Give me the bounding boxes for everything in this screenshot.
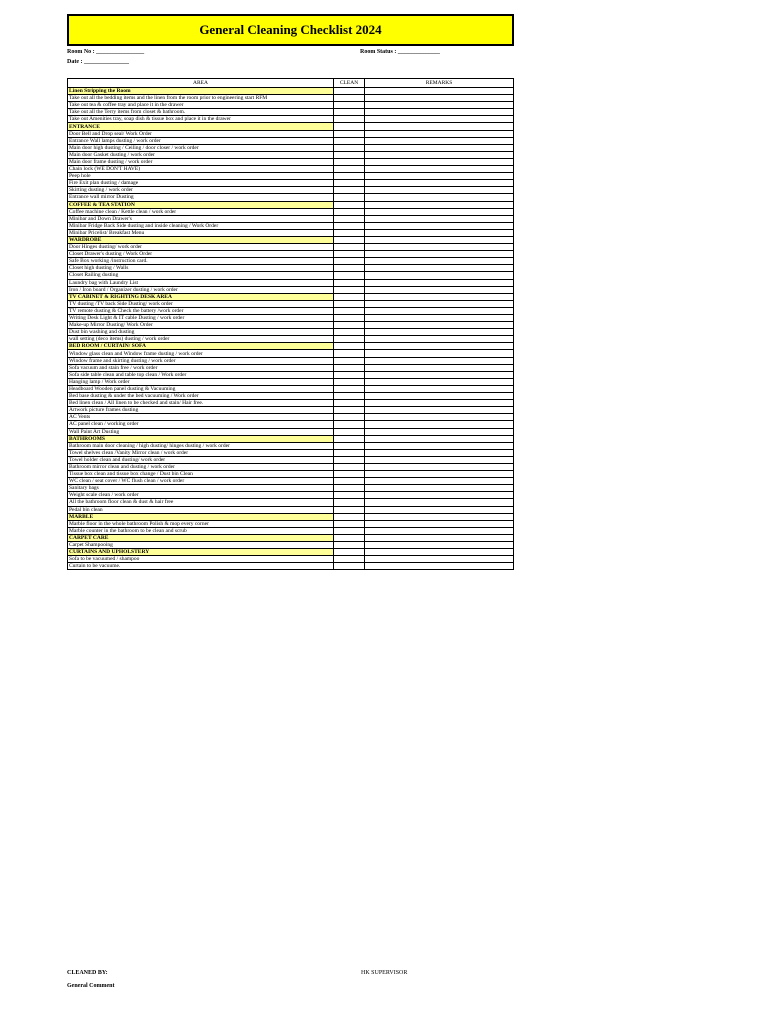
remarks-cell[interactable]	[365, 173, 514, 180]
section-title: CURTAINS AND UPHOLSTERY	[68, 549, 334, 556]
clean-checkbox-cell[interactable]	[334, 407, 365, 414]
remarks-cell[interactable]	[365, 393, 514, 400]
checklist-item-row	[68, 520, 514, 527]
item-label: All the bathroom floor clean & dust & hair free	[68, 499, 334, 506]
clean-checkbox-cell[interactable]	[334, 414, 365, 421]
clean-checkbox-cell[interactable]	[334, 208, 365, 215]
checklist-item-row	[68, 463, 514, 470]
item-label: Sofa vacuum and stain free / work order	[68, 364, 334, 371]
checklist-item-row	[68, 563, 514, 570]
item-label: Iron / Iron board / Organizer dusting / work order	[68, 286, 334, 293]
remarks-cell[interactable]	[365, 123, 514, 130]
remarks-cell[interactable]	[365, 520, 514, 527]
remarks-cell[interactable]	[365, 492, 514, 499]
section-row	[68, 343, 514, 350]
clean-checkbox-cell[interactable]	[334, 485, 365, 492]
item-label: Marble floor in the whole bathroom Polish & mop every corner	[68, 520, 334, 527]
checklist-item-row	[68, 265, 514, 272]
clean-checkbox-cell[interactable]	[334, 173, 365, 180]
item-label: Peep hole	[68, 173, 334, 180]
section-title: BATHROOMS	[68, 435, 334, 442]
remarks-cell[interactable]	[365, 307, 514, 314]
item-label: Sanitary bags	[68, 485, 334, 492]
remarks-cell[interactable]	[365, 378, 514, 385]
clean-checkbox-cell[interactable]	[334, 244, 365, 251]
checklist-item-row	[68, 258, 514, 265]
remarks-cell[interactable]	[365, 343, 514, 350]
item-label: TV remote dusting & Check the battery /work order	[68, 307, 334, 314]
clean-checkbox-cell[interactable]	[334, 315, 365, 322]
remarks-cell[interactable]	[365, 513, 514, 520]
item-label: Writing Desk Light & IT cable Dusting / work order	[68, 315, 334, 322]
checklist-item-row	[68, 130, 514, 137]
remarks-cell[interactable]	[365, 151, 514, 158]
checklist-item-row	[68, 158, 514, 165]
section-title: COFFEE & TEA STATION	[68, 201, 334, 208]
remarks-cell[interactable]	[365, 258, 514, 265]
checklist-item-row	[68, 251, 514, 258]
clean-checkbox-cell[interactable]	[334, 506, 365, 513]
checklist-item-row	[68, 364, 514, 371]
clean-cell[interactable]	[334, 236, 365, 243]
item-label: Skirting dusting / work order	[68, 187, 334, 194]
checklist-item-row	[68, 315, 514, 322]
clean-checkbox-cell[interactable]	[334, 222, 365, 229]
item-label: Towel shelves clean /Vanity Mirror clean / work order	[68, 449, 334, 456]
checklist-item-row	[68, 400, 514, 407]
column-header-area: AREA	[68, 79, 334, 88]
remarks-cell[interactable]	[365, 407, 514, 414]
cleaned-by-label: CLEANED BY:	[67, 970, 108, 976]
item-label: wall setting (deco items) dusting / work order	[68, 336, 334, 343]
remarks-cell[interactable]	[365, 527, 514, 534]
clean-checkbox-cell[interactable]	[334, 357, 365, 364]
clean-checkbox-cell[interactable]	[334, 265, 365, 272]
room-status-row	[360, 49, 440, 55]
item-label: Door Hinges dusting/ work order	[68, 244, 334, 251]
item-label: Chain lock (WE DON'T HAVE)	[68, 166, 334, 173]
column-header-remarks: REMARKS	[365, 79, 514, 88]
clean-checkbox-cell[interactable]	[334, 258, 365, 265]
clean-checkbox-cell[interactable]	[334, 109, 365, 116]
item-label: Carpet Shampooing	[68, 542, 334, 549]
item-label: Towel holder clean and dusting/ work order	[68, 456, 334, 463]
checklist-item-row	[68, 208, 514, 215]
item-label: Minibar Pricelist/ Breakfast Menu	[68, 229, 334, 236]
item-label: Window frame and skirting dusting / work order	[68, 357, 334, 364]
item-label: Artwork picture frames dusting	[68, 407, 334, 414]
section-row	[68, 123, 514, 130]
clean-checkbox-cell[interactable]	[334, 137, 365, 144]
section-row	[68, 549, 514, 556]
remarks-cell[interactable]	[365, 442, 514, 449]
clean-checkbox-cell[interactable]	[334, 180, 365, 187]
item-label: Bathroom mirror clean and dusting / work order	[68, 463, 334, 470]
clean-checkbox-cell[interactable]	[334, 527, 365, 534]
clean-cell[interactable]	[334, 201, 365, 208]
clean-checkbox-cell[interactable]	[334, 400, 365, 407]
checklist-item-row	[68, 449, 514, 456]
clean-checkbox-cell[interactable]	[334, 194, 365, 201]
checklist-item-row	[68, 421, 514, 428]
clean-checkbox-cell[interactable]	[334, 350, 365, 357]
section-row	[68, 293, 514, 300]
section-row	[68, 201, 514, 208]
room-no-row	[67, 49, 144, 55]
clean-checkbox-cell[interactable]	[334, 251, 365, 258]
remarks-cell[interactable]	[365, 371, 514, 378]
clean-checkbox-cell[interactable]	[334, 463, 365, 470]
clean-checkbox-cell[interactable]	[334, 158, 365, 165]
remarks-cell[interactable]	[365, 542, 514, 549]
clean-checkbox-cell[interactable]	[334, 300, 365, 307]
remarks-cell[interactable]	[365, 478, 514, 485]
clean-checkbox-cell[interactable]	[334, 520, 365, 527]
clean-cell[interactable]	[334, 549, 365, 556]
clean-checkbox-cell[interactable]	[334, 478, 365, 485]
remarks-cell[interactable]	[365, 102, 514, 109]
remarks-cell[interactable]	[365, 385, 514, 392]
clean-checkbox-cell[interactable]	[334, 456, 365, 463]
clean-checkbox-cell[interactable]	[334, 428, 365, 435]
remarks-cell[interactable]	[365, 244, 514, 251]
item-label: Minibar and Down Drawer's	[68, 215, 334, 222]
checklist-item-row	[68, 116, 514, 123]
remarks-cell[interactable]	[365, 364, 514, 371]
section-title: TV CABINET & RIGHTING DESK AREA	[68, 293, 334, 300]
remarks-cell[interactable]	[365, 300, 514, 307]
room-no-field[interactable]: ________________	[96, 49, 145, 55]
remarks-cell[interactable]	[365, 293, 514, 300]
clean-cell[interactable]	[334, 435, 365, 442]
remarks-cell[interactable]	[365, 549, 514, 556]
item-label: WC clean / seat cover / WC flush clean / work order	[68, 478, 334, 485]
item-label: Fire Exit plan dusting / damage	[68, 180, 334, 187]
remarks-cell[interactable]	[365, 322, 514, 329]
checklist-item-row	[68, 222, 514, 229]
clean-checkbox-cell[interactable]	[334, 166, 365, 173]
checklist-item-row	[68, 499, 514, 506]
date-row	[67, 59, 129, 65]
checklist-item-row	[68, 102, 514, 109]
clean-checkbox-cell[interactable]	[334, 556, 365, 563]
checklist-item-row	[68, 442, 514, 449]
item-label: TV dusting /TV back Side Dusting/ work order	[68, 300, 334, 307]
checklist-item-row	[68, 350, 514, 357]
checklist-item-row	[68, 556, 514, 563]
clean-checkbox-cell[interactable]	[334, 385, 365, 392]
item-label: Closet high dusting / Walls	[68, 265, 334, 272]
checklist-item-row	[68, 329, 514, 336]
clean-checkbox-cell[interactable]	[334, 371, 365, 378]
item-label: Coffee machine clean / Kettle clean / work order	[68, 208, 334, 215]
remarks-cell[interactable]	[365, 236, 514, 243]
remarks-cell[interactable]	[365, 222, 514, 229]
remarks-cell[interactable]	[365, 166, 514, 173]
remarks-cell[interactable]	[365, 329, 514, 336]
checklist-item-row	[68, 407, 514, 414]
item-label: Main door Gasket dusting / work order	[68, 151, 334, 158]
item-label: Main door high dusting / Ceiling / door closer / work order	[68, 144, 334, 151]
clean-checkbox-cell[interactable]	[334, 95, 365, 102]
checklist-item-row	[68, 109, 514, 116]
clean-checkbox-cell[interactable]	[334, 322, 365, 329]
checklist-item-row	[68, 229, 514, 236]
checklist-item-row	[68, 378, 514, 385]
remarks-cell[interactable]	[365, 215, 514, 222]
remarks-cell[interactable]	[365, 400, 514, 407]
checklist-item-row	[68, 322, 514, 329]
remarks-cell[interactable]	[365, 95, 514, 102]
remarks-cell[interactable]	[365, 471, 514, 478]
item-label: Take out all the bedding items and the linen from the room prior to engineering start RFM	[68, 95, 334, 102]
checklist-item-row	[68, 506, 514, 513]
remarks-cell[interactable]	[365, 350, 514, 357]
checklist-item-row	[68, 336, 514, 343]
item-label: AC panel clean / working order	[68, 421, 334, 428]
remarks-cell[interactable]	[365, 109, 514, 116]
section-row	[68, 88, 514, 95]
item-label: Door Bell and Drop seal/ Work Order	[68, 130, 334, 137]
clean-checkbox-cell[interactable]	[334, 442, 365, 449]
remarks-cell[interactable]	[365, 499, 514, 506]
remarks-cell[interactable]	[365, 88, 514, 95]
item-label: Closet Railing dusting	[68, 272, 334, 279]
checklist-item-row	[68, 385, 514, 392]
item-label: AC Vents	[68, 414, 334, 421]
item-label: Curtain to be vacuume.	[68, 563, 334, 570]
item-label: Main door frame dusting / work order	[68, 158, 334, 165]
clean-checkbox-cell[interactable]	[334, 542, 365, 549]
remarks-cell[interactable]	[365, 414, 514, 421]
checklist-item-row	[68, 307, 514, 314]
clean-checkbox-cell[interactable]	[334, 393, 365, 400]
checklist-item-row	[68, 428, 514, 435]
item-label: Bathroom main door cleaning / high dusting/ hinges dusting / work order	[68, 442, 334, 449]
clean-checkbox-cell[interactable]	[334, 215, 365, 222]
date-label: Date :	[67, 59, 83, 65]
checklist-item-row	[68, 215, 514, 222]
item-label: Hanging lamp / Work order	[68, 378, 334, 385]
section-row	[68, 236, 514, 243]
remarks-cell[interactable]	[365, 251, 514, 258]
item-label: Minibar Fridge Back Side dusting and inside cleaning / Work Order	[68, 222, 334, 229]
item-label: Take out Amenities tray, soap dish & tissue box and place it in the drawer	[68, 116, 334, 123]
clean-checkbox-cell[interactable]	[334, 144, 365, 151]
checklist-item-row	[68, 194, 514, 201]
clean-checkbox-cell[interactable]	[334, 364, 365, 371]
checklist-item-row	[68, 272, 514, 279]
remarks-cell[interactable]	[365, 315, 514, 322]
item-label: Take out tea & coffee tray and place it in the drawer	[68, 102, 334, 109]
remarks-cell[interactable]	[365, 158, 514, 165]
checklist-body	[68, 88, 514, 570]
remarks-cell[interactable]	[365, 449, 514, 456]
clean-checkbox-cell[interactable]	[334, 279, 365, 286]
remarks-cell[interactable]	[365, 563, 514, 570]
checklist-item-row	[68, 187, 514, 194]
remarks-cell[interactable]	[365, 421, 514, 428]
remarks-cell[interactable]	[365, 229, 514, 236]
checklist-item-row	[68, 300, 514, 307]
clean-cell[interactable]	[334, 293, 365, 300]
remarks-cell[interactable]	[365, 336, 514, 343]
checklist-item-row	[68, 180, 514, 187]
remarks-cell[interactable]	[365, 428, 514, 435]
checklist-item-row	[68, 393, 514, 400]
item-label: Sofa to be vacuumed / shampoo	[68, 556, 334, 563]
general-comment-label: General Comment	[67, 983, 115, 989]
remarks-cell[interactable]	[365, 201, 514, 208]
item-label: Marble counter in the bathroom to be clean and scrub	[68, 527, 334, 534]
remarks-cell[interactable]	[365, 463, 514, 470]
clean-checkbox-cell[interactable]	[334, 563, 365, 570]
clean-cell[interactable]	[334, 123, 365, 130]
checklist-item-row	[68, 244, 514, 251]
clean-checkbox-cell[interactable]	[334, 272, 365, 279]
section-row	[68, 435, 514, 442]
section-title: CARPET CARE	[68, 534, 334, 541]
remarks-cell[interactable]	[365, 130, 514, 137]
hk-supervisor-label: HK SUPERVISOR	[361, 970, 408, 976]
room-no-label: Room No :	[67, 49, 95, 55]
clean-checkbox-cell[interactable]	[334, 151, 365, 158]
section-row	[68, 513, 514, 520]
checklist-item-row	[68, 137, 514, 144]
checklist-item-row	[68, 542, 514, 549]
section-title: ENTRANCE	[68, 123, 334, 130]
item-label: Tissue box clean and tissue box change / Dust bin Clean	[68, 471, 334, 478]
remarks-cell[interactable]	[365, 556, 514, 563]
remarks-cell[interactable]	[365, 279, 514, 286]
checklist-item-row	[68, 279, 514, 286]
remarks-cell[interactable]	[365, 272, 514, 279]
section-title: MARBLE	[68, 513, 334, 520]
checklist-item-row	[68, 371, 514, 378]
item-label: Pedal bin clean	[68, 506, 334, 513]
remarks-cell[interactable]	[365, 534, 514, 541]
remarks-cell[interactable]	[365, 144, 514, 151]
checklist-item-row	[68, 414, 514, 421]
date-field[interactable]: _______________	[84, 59, 129, 65]
clean-checkbox-cell[interactable]	[334, 286, 365, 293]
checklist-item-row	[68, 95, 514, 102]
item-label: Closet Drawer's dusting / Work Order	[68, 251, 334, 258]
checklist-item-row	[68, 492, 514, 499]
item-label: Safe Box working /instruction card.	[68, 258, 334, 265]
item-label: Take out all the Terry items from closet & bathroom.	[68, 109, 334, 116]
section-row	[68, 534, 514, 541]
item-label: Dust bin washing and dusting	[68, 329, 334, 336]
clean-checkbox-cell[interactable]	[334, 307, 365, 314]
remarks-cell[interactable]	[365, 435, 514, 442]
remarks-cell[interactable]	[365, 180, 514, 187]
checklist-item-row	[68, 485, 514, 492]
clean-cell[interactable]	[334, 513, 365, 520]
clean-checkbox-cell[interactable]	[334, 378, 365, 385]
remarks-cell[interactable]	[365, 485, 514, 492]
clean-checkbox-cell[interactable]	[334, 130, 365, 137]
checklist-item-row	[68, 357, 514, 364]
room-status-field[interactable]: ______________	[397, 49, 440, 55]
checklist-table	[67, 78, 514, 570]
remarks-cell[interactable]	[365, 208, 514, 215]
clean-checkbox-cell[interactable]	[334, 499, 365, 506]
section-title: WARDROBE	[68, 236, 334, 243]
item-label: Bed linen clean / All linen to be checked and stain/ Hair free.	[68, 400, 334, 407]
clean-checkbox-cell[interactable]	[334, 421, 365, 428]
checklist-item-row	[68, 166, 514, 173]
checklist-item-row	[68, 527, 514, 534]
clean-checkbox-cell[interactable]	[334, 329, 365, 336]
remarks-cell[interactable]	[365, 456, 514, 463]
item-label: Entrance wall mirror Dusting	[68, 194, 334, 201]
clean-cell[interactable]	[334, 88, 365, 95]
remarks-cell[interactable]	[365, 286, 514, 293]
item-label: Make-up Mirror Dusting/ Work Order	[68, 322, 334, 329]
checklist-title: General Cleaning Checklist 2024	[67, 14, 514, 46]
clean-checkbox-cell[interactable]	[334, 116, 365, 123]
item-label: Bed base dusting & under the bed vacuuming / Work order	[68, 393, 334, 400]
clean-checkbox-cell[interactable]	[334, 492, 365, 499]
clean-checkbox-cell[interactable]	[334, 187, 365, 194]
item-label: Sofa side table clean and table top clean / Work order	[68, 371, 334, 378]
item-label: Window glass clean and Window frame dusting / work order	[68, 350, 334, 357]
clean-checkbox-cell[interactable]	[334, 102, 365, 109]
checklist-item-row	[68, 173, 514, 180]
checklist-item-row	[68, 286, 514, 293]
remarks-cell[interactable]	[365, 357, 514, 364]
checklist-item-row	[68, 478, 514, 485]
clean-checkbox-cell[interactable]	[334, 229, 365, 236]
checklist-item-row	[68, 456, 514, 463]
remarks-cell[interactable]	[365, 116, 514, 123]
item-label: Wall Paint Art Dusting	[68, 428, 334, 435]
item-label: Laundry bag with Laundry List	[68, 279, 334, 286]
remarks-cell[interactable]	[365, 137, 514, 144]
room-status-label: Room Status :	[360, 49, 397, 55]
item-label: Weight scale clean / work order	[68, 492, 334, 499]
clean-cell[interactable]	[334, 534, 365, 541]
remarks-cell[interactable]	[365, 265, 514, 272]
clean-checkbox-cell[interactable]	[334, 471, 365, 478]
item-label: Entrance Wall lamps dusting / work order	[68, 137, 334, 144]
remarks-cell[interactable]	[365, 187, 514, 194]
checklist-item-row	[68, 151, 514, 158]
column-header-clean: CLEAN	[334, 79, 365, 88]
section-title: Linen Stripping the Room	[68, 88, 334, 95]
remarks-cell[interactable]	[365, 506, 514, 513]
clean-checkbox-cell[interactable]	[334, 449, 365, 456]
section-title: BED ROOM / CURTAIN/ SOFA	[68, 343, 334, 350]
checklist-item-row	[68, 471, 514, 478]
clean-cell[interactable]	[334, 343, 365, 350]
clean-checkbox-cell[interactable]	[334, 336, 365, 343]
checklist-item-row	[68, 144, 514, 151]
remarks-cell[interactable]	[365, 194, 514, 201]
item-label: Headboard Wooden panel dusting & Vacuuming	[68, 385, 334, 392]
